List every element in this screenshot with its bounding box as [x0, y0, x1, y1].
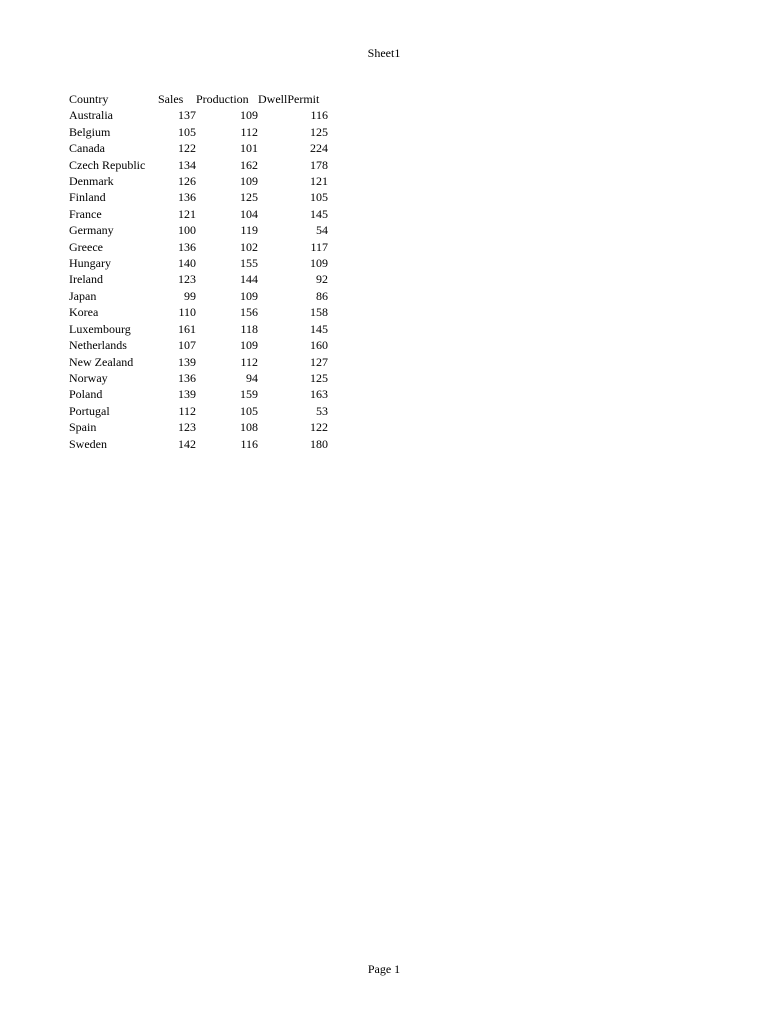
table-row: [67, 222, 328, 238]
cell-production: 104: [240, 206, 258, 221]
cell-dwellpermit: 122: [310, 420, 328, 435]
cell-dwellpermit: 125: [310, 124, 328, 139]
cell-country: Ireland: [69, 272, 103, 287]
table-row: [67, 386, 328, 402]
cell-sales: 142: [178, 436, 196, 451]
cell-dwellpermit: 121: [310, 174, 328, 189]
cell-dwellpermit: 127: [310, 354, 328, 369]
cell-production: 162: [240, 157, 258, 172]
cell-dwellpermit: 145: [310, 206, 328, 221]
cell-dwellpermit: 54: [316, 223, 328, 238]
table-row: [67, 354, 328, 370]
cell-country: Greece: [69, 239, 103, 254]
cell-country: Spain: [69, 420, 97, 435]
table-row: [67, 107, 328, 123]
cell-country: Hungary: [69, 256, 111, 271]
cell-sales: 107: [178, 338, 196, 353]
cell-sales: 122: [178, 141, 196, 156]
cell-production: 118: [240, 321, 258, 336]
cell-dwellpermit: 178: [310, 157, 328, 172]
table-row: [67, 436, 328, 452]
cell-country: Denmark: [69, 174, 114, 189]
cell-production: 101: [240, 141, 258, 156]
table-row: [67, 337, 328, 353]
cell-sales: 105: [178, 124, 196, 139]
cell-sales: 134: [178, 157, 196, 172]
table-row: [67, 189, 328, 205]
cell-country: Czech Republic: [69, 157, 146, 172]
cell-production: 119: [240, 223, 258, 238]
cell-dwellpermit: 116: [310, 108, 328, 123]
cell-dwellpermit: 145: [310, 321, 328, 336]
cell-country: Poland: [69, 387, 103, 402]
table-row: [67, 124, 328, 140]
table-header-row: [67, 91, 328, 107]
cell-sales: 123: [178, 420, 196, 435]
cell-dwellpermit: 224: [310, 141, 328, 156]
column-header-country: Country: [69, 92, 109, 106]
cell-sales: 100: [178, 223, 196, 238]
cell-production: 112: [240, 124, 258, 139]
table-body: [67, 107, 328, 452]
cell-sales: 99: [184, 288, 196, 303]
table-row: [67, 321, 328, 337]
cell-country: Korea: [69, 305, 99, 320]
table-row: [67, 370, 328, 386]
cell-dwellpermit: 163: [310, 387, 328, 402]
cell-country: France: [69, 206, 102, 221]
cell-country: Japan: [69, 288, 97, 303]
page-number: Page 1: [367, 962, 401, 976]
table-row: [67, 157, 328, 173]
cell-dwellpermit: 109: [310, 256, 328, 271]
cell-sales: 136: [178, 370, 196, 385]
table-row: [67, 173, 328, 189]
cell-production: 109: [240, 174, 258, 189]
cell-production: 156: [240, 305, 258, 320]
cell-sales: 112: [178, 403, 196, 418]
cell-country: Germany: [69, 223, 114, 238]
cell-production: 112: [240, 354, 258, 369]
table-row: [67, 288, 328, 304]
cell-production: 109: [240, 288, 258, 303]
table-row: [67, 304, 328, 320]
cell-country: Australia: [69, 108, 113, 123]
cell-sales: 137: [178, 108, 196, 123]
cell-dwellpermit: 86: [316, 288, 328, 303]
cell-sales: 136: [178, 239, 196, 254]
cell-country: New Zealand: [69, 354, 134, 369]
cell-production: 102: [240, 239, 258, 254]
cell-country: Portugal: [69, 403, 110, 418]
cell-production: 125: [240, 190, 258, 205]
cell-production: 105: [240, 403, 258, 418]
cell-sales: 139: [178, 387, 196, 402]
cell-sales: 136: [178, 190, 196, 205]
column-header-production: Production: [196, 92, 249, 106]
sheet-title: Sheet1: [367, 46, 401, 60]
cell-sales: 121: [178, 206, 196, 221]
cell-sales: 140: [178, 256, 196, 271]
cell-dwellpermit: 180: [310, 436, 328, 451]
cell-country: Norway: [69, 370, 108, 385]
cell-production: 144: [240, 272, 258, 287]
table-row: [67, 206, 328, 222]
table-row: [67, 419, 328, 435]
cell-production: 108: [240, 420, 258, 435]
cell-country: Finland: [69, 190, 106, 205]
cell-production: 159: [240, 387, 258, 402]
column-header-dwellpermit: DwellPermit: [258, 92, 320, 106]
cell-country: Canada: [69, 141, 105, 156]
cell-country: Sweden: [69, 436, 107, 451]
cell-dwellpermit: 105: [310, 190, 328, 205]
cell-dwellpermit: 92: [316, 272, 328, 287]
table-row: [67, 255, 328, 271]
cell-dwellpermit: 158: [310, 305, 328, 320]
cell-dwellpermit: 117: [310, 239, 328, 254]
cell-dwellpermit: 160: [310, 338, 328, 353]
table-row: [67, 140, 328, 156]
cell-dwellpermit: 53: [316, 403, 328, 418]
cell-production: 109: [240, 338, 258, 353]
cell-production: 94: [246, 370, 258, 385]
cell-country: Luxembourg: [69, 321, 131, 336]
data-table: [67, 91, 328, 452]
cell-sales: 139: [178, 354, 196, 369]
cell-sales: 126: [178, 174, 196, 189]
cell-dwellpermit: 125: [310, 370, 328, 385]
cell-country: Belgium: [69, 124, 111, 139]
cell-production: 155: [240, 256, 258, 271]
cell-sales: 110: [178, 305, 196, 320]
table-row: [67, 271, 328, 287]
cell-production: 109: [240, 108, 258, 123]
cell-production: 116: [240, 436, 258, 451]
cell-sales: 161: [178, 321, 196, 336]
cell-sales: 123: [178, 272, 196, 287]
table-row: [67, 239, 328, 255]
column-header-sales: Sales: [158, 92, 184, 106]
table-row: [67, 403, 328, 419]
cell-country: Netherlands: [69, 338, 127, 353]
